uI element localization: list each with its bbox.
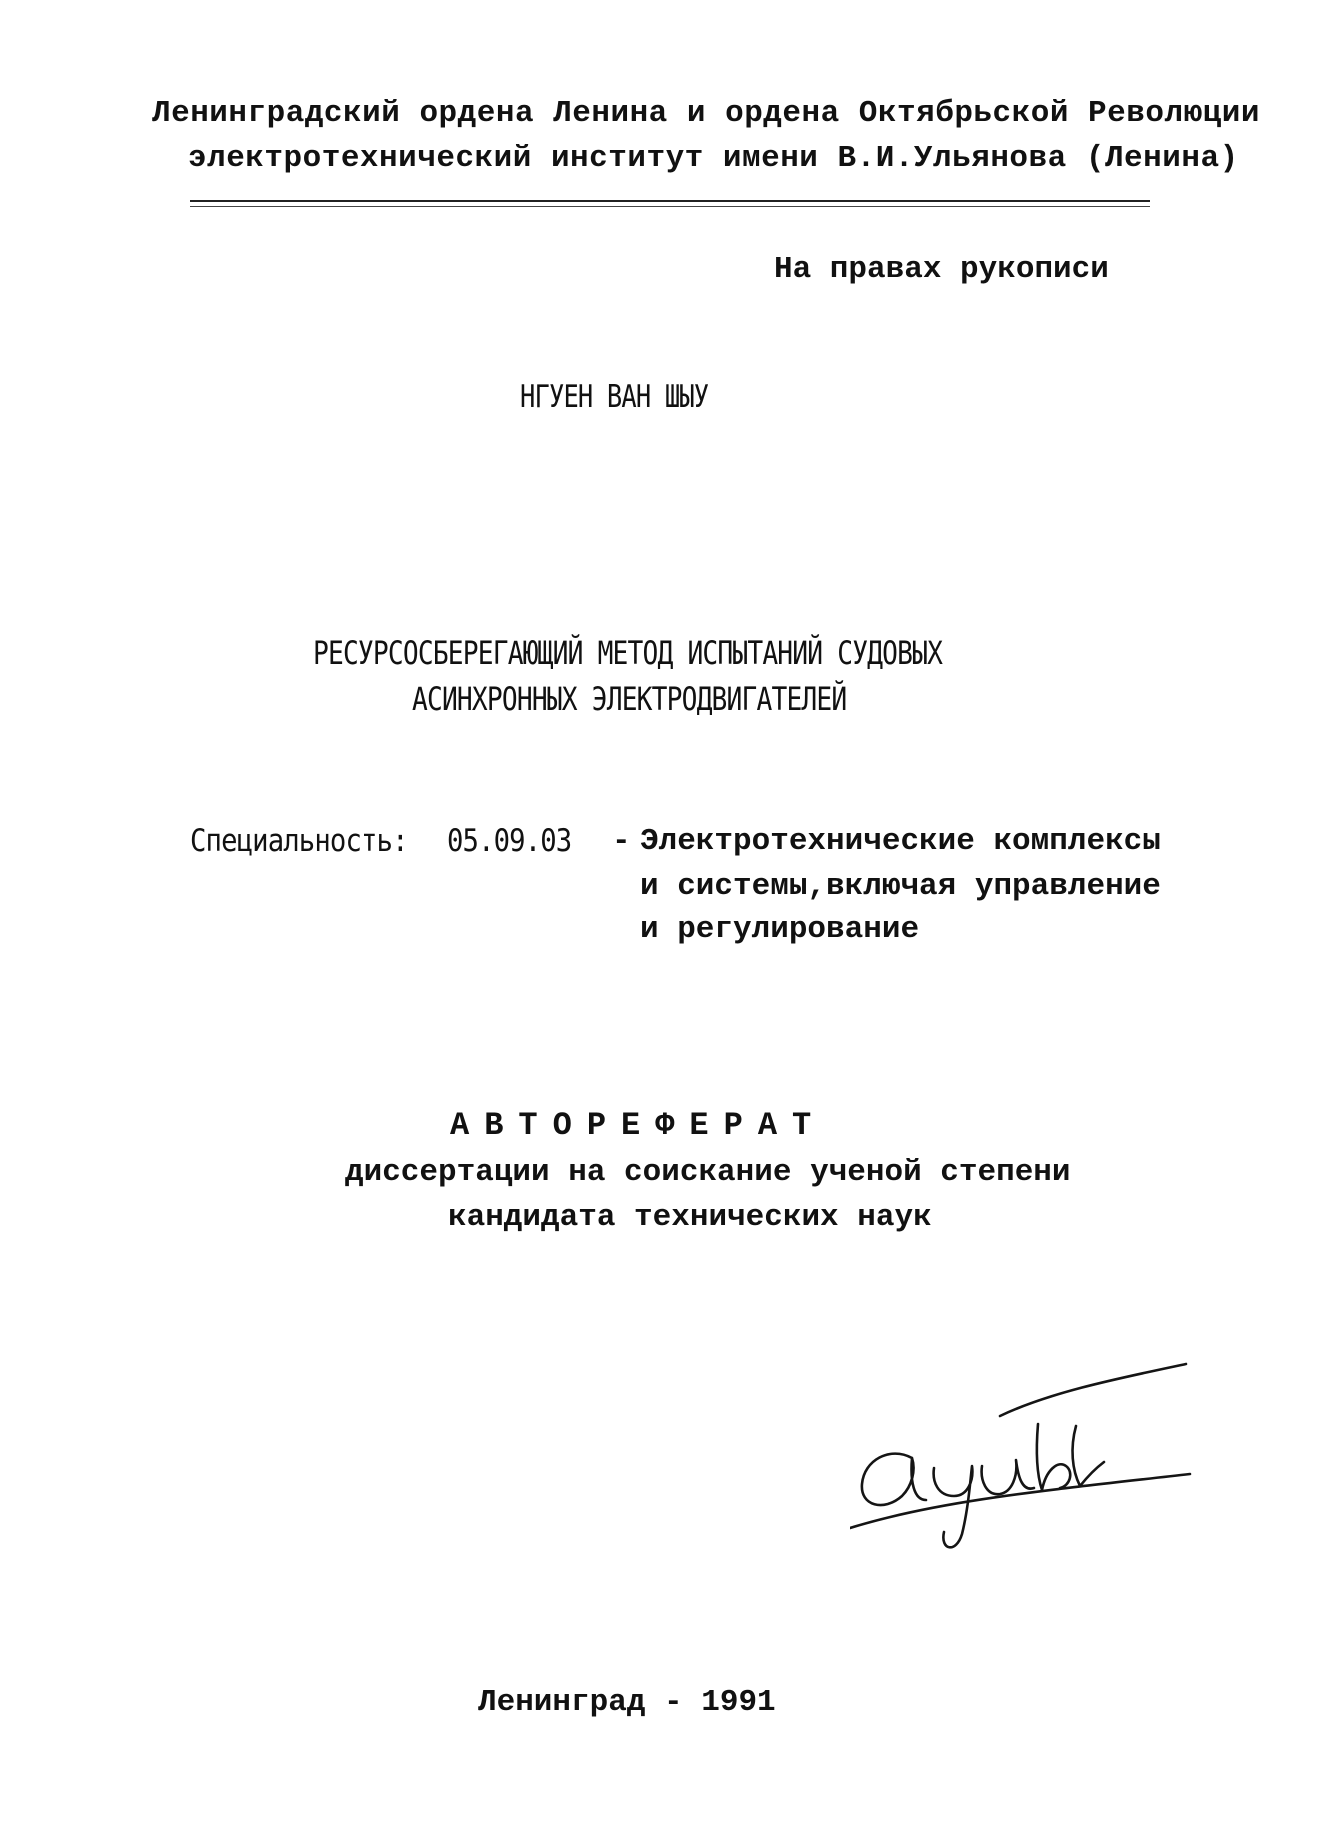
city-year: Ленинград - 1991	[478, 1685, 776, 1720]
specialty-dash: -	[612, 824, 631, 859]
header-divider-secondary	[190, 206, 1150, 207]
abstract-line-1: диссертации на соискание ученой степени	[345, 1155, 1071, 1190]
rights-note: На правах рукописи	[774, 252, 1109, 287]
specialty-line-1: Электротехнические комплексы	[640, 824, 1161, 859]
abstract-line-2: кандидата технических наук	[448, 1200, 932, 1235]
title-line-1: РЕСУРСОСБЕРЕГАЮЩИЙ МЕТОД ИСПЫТАНИЙ СУДОВЫХ	[313, 634, 943, 672]
author-name: НГУЕН ВАН ШЫУ	[520, 379, 709, 415]
abstract-heading: АВТОРЕФЕРАТ	[450, 1107, 827, 1144]
institute-line-2: электротехнический институт имени В.И.Ульянова (Ленина)	[188, 141, 1239, 176]
specialty-code: 05.09.03	[447, 823, 572, 859]
specialty-line-2: и системы,включая управление	[640, 869, 1161, 904]
institute-line-1: Ленинградский ордена Ленина и ордена Октябрьской Революции	[152, 96, 1260, 131]
specialty-label: Специальность:	[190, 823, 408, 859]
handwritten-signature	[850, 1350, 1210, 1550]
title-line-2: АСИНХРОННЫХ ЭЛЕКТРОДВИГАТЕЛЕЙ	[412, 680, 847, 718]
specialty-line-3: и регулирование	[640, 912, 920, 947]
header-divider	[190, 200, 1150, 202]
